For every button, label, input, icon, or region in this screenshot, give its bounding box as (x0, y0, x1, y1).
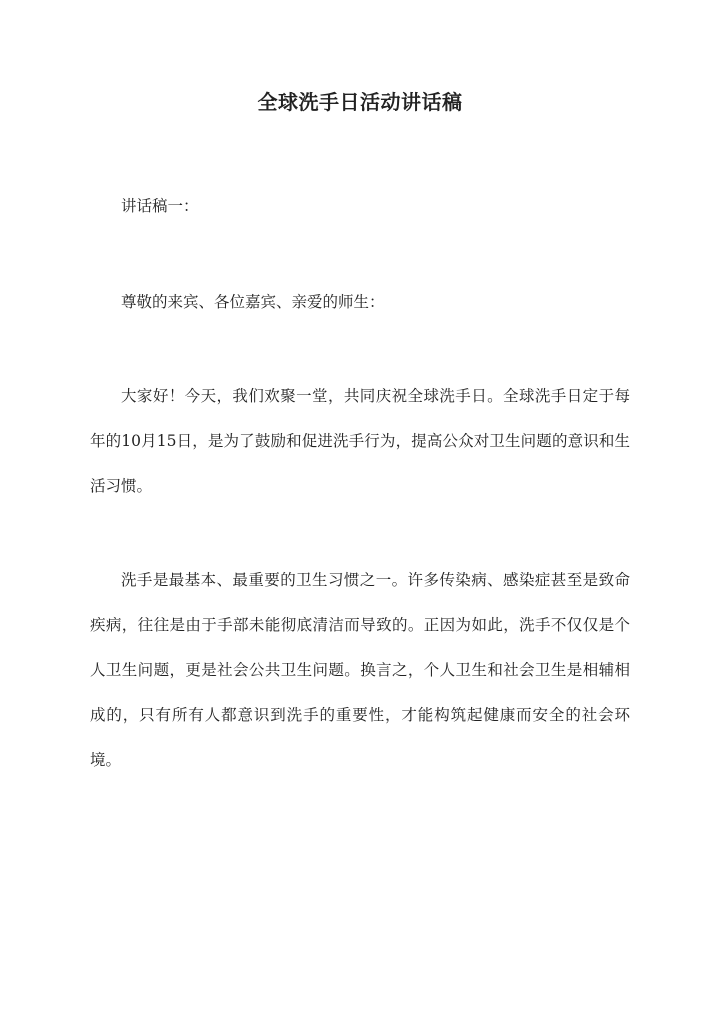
section-heading: 讲话稿一： (121, 197, 199, 215)
salutation: 尊敬的来宾、各位嘉宾、亲爱的师生： (121, 293, 385, 311)
paragraph-intro: 大家好！今天，我们欢聚一堂，共同庆祝全球洗手日。全球洗手日定于每年的10月15日，是为了鼓励和促进洗手行为，提高公众对卫生问题的意识和生活习惯。 (90, 387, 630, 495)
paragraph-handwashing: 洗手是最基本、最重要的卫生习惯之一。许多传染病、感染症甚至是致命疾病，往往是由于手部未能彻底清洁而导致的。正因为如此，洗手不仅仅是个人卫生问题，更是社会公共卫生问题。换言之，个人卫生和社会卫生是相辅相成的，只有所有人都意识到洗手的重要性，才能构筑起健康而安全的社会环境。 (90, 571, 630, 769)
page-title: 全球洗手日活动讲话稿 (257, 90, 463, 114)
